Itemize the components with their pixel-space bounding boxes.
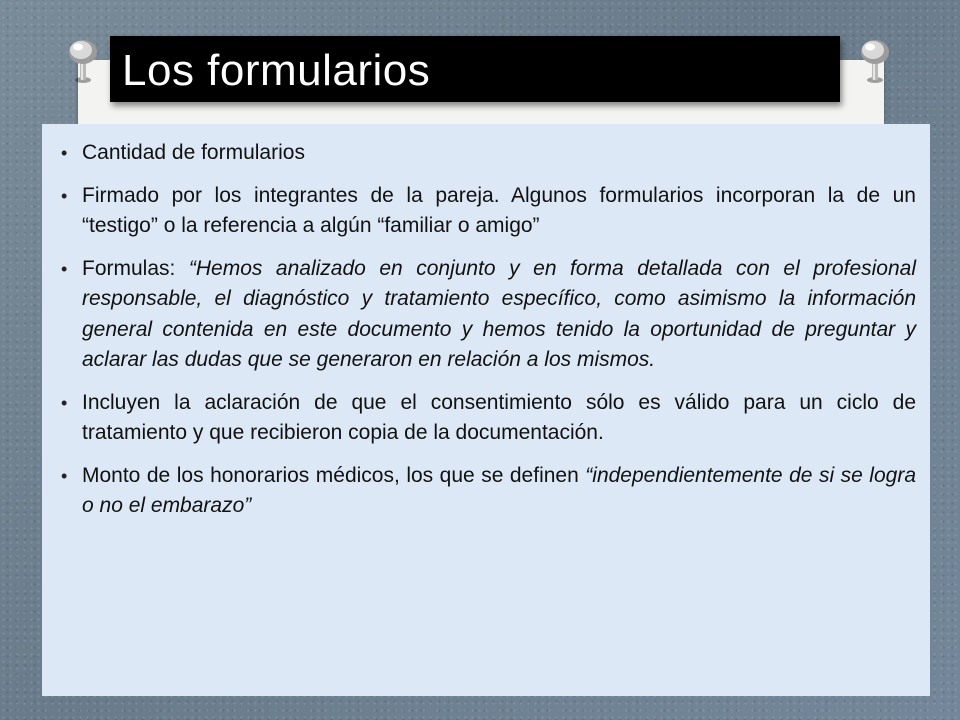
bullet-quote: “Hemos analizado en conjunto y en forma detallada con el profesional responsable, el diagnóstico y tratamiento específico, como asimismo la información general contenida en este documento y hemos tenido la oportunidad de preguntar y aclarar las dudas que se generaron en relación a los mismos.	[82, 256, 916, 371]
bullet-item	[54, 181, 916, 242]
bullet-text: Incluyen la aclaración de que el consentimiento sólo es válido para un ciclo de tratamiento y que recibieron copia de la documentación.	[82, 390, 916, 444]
content-panel	[42, 124, 930, 696]
bullet-quote: “independientemente de si se logra o no el embarazo”	[82, 463, 916, 517]
page-title: Los formularios	[122, 46, 431, 95]
pushpin-icon	[66, 38, 100, 84]
bullet-icon: •	[61, 185, 68, 206]
bullet-icon: •	[61, 258, 68, 279]
bullet-text: Firmado por los integrantes de la pareja. Algunos formularios incorporan la de un “testigo” o la referencia a algún “familiar o amigo”	[82, 183, 916, 237]
bullet-item	[54, 138, 916, 169]
bullet-text-prefix: Monto de los honorarios médicos, los que se definen	[82, 463, 586, 487]
bullet-text-prefix: Formulas:	[82, 256, 189, 280]
bullet-icon: •	[61, 143, 68, 163]
bullet-text: Cantidad de formularios	[82, 141, 305, 164]
bullet-item	[54, 254, 916, 376]
bullet-item	[54, 461, 916, 522]
pushpin-icon	[858, 38, 892, 84]
bullet-icon: •	[61, 465, 68, 486]
bullet-icon: •	[61, 392, 68, 413]
bullet-list	[54, 138, 916, 522]
bullet-item	[54, 388, 916, 449]
title-bar	[110, 36, 840, 102]
